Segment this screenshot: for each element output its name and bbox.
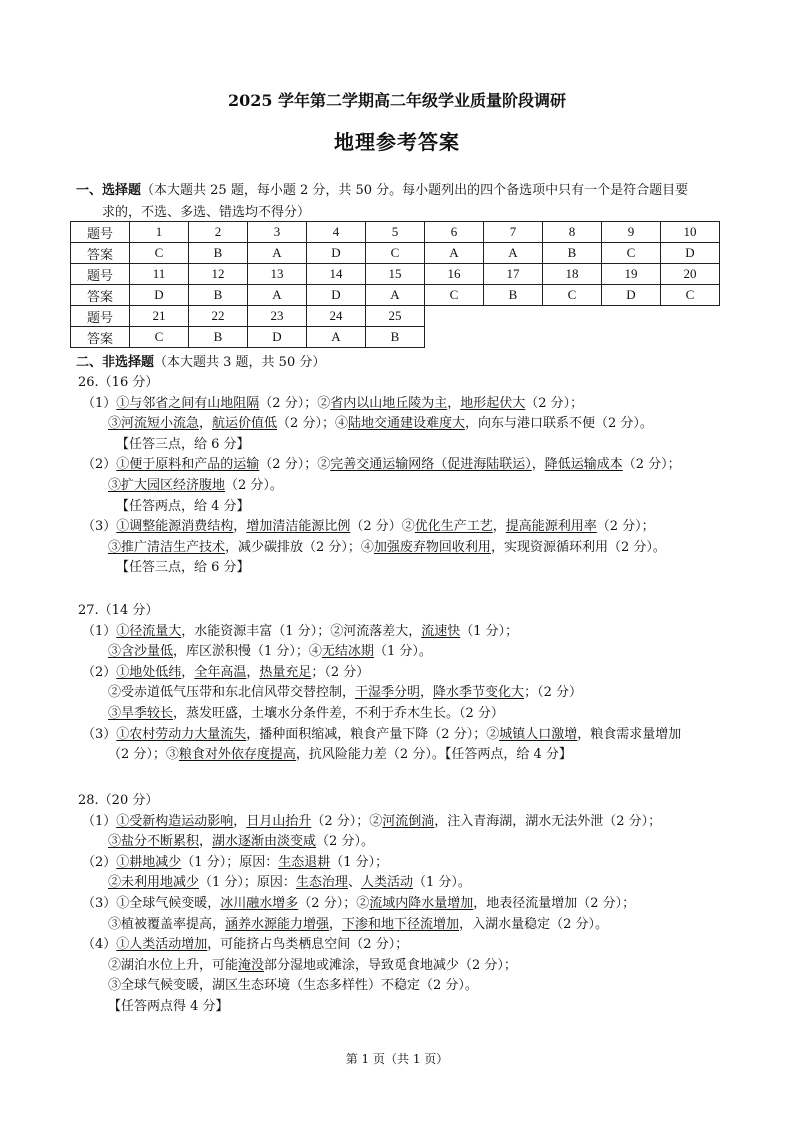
table-cell-empty	[425, 327, 484, 348]
table-row-label: 题号	[71, 264, 130, 285]
table-cell-number: 16	[425, 264, 484, 285]
q26-part2-line2: ③扩大园区经济腹地（2 分）。	[108, 477, 283, 493]
table-cell-empty	[425, 306, 484, 327]
section-nonchoice-desc: （本大题共 3 题，共 50 分）	[154, 355, 326, 370]
q26-part3-note: 【任答三点，给 6 分】	[116, 560, 250, 576]
table-cell-answer: C	[366, 243, 425, 264]
section-choice-desc: （本大题共 25 题，每小题 2 分，共 50 分。每小题列出的四个备选项中只有一个是符合题目要	[141, 183, 689, 198]
q27-part2-line3: ③旱季较长，蒸发旺盛，土壤水分条件差，不利于乔木生长。（2 分）	[108, 705, 504, 721]
table-cell-number: 15	[366, 264, 425, 285]
table-cell-number: 14	[307, 264, 366, 285]
q28-part2-line2: ②未利用地减少（1 分）；原因：生态治理、人类活动（1 分）。	[108, 875, 471, 891]
table-row-numbers	[71, 222, 720, 243]
table-cell-number: 2	[189, 222, 248, 243]
question-28	[78, 791, 758, 1018]
q26-part3-line1: （3）①调整能源消费结构，增加清洁能源比例（2 分）②优化生产工艺，提高能源利用率（2 分）；	[82, 519, 655, 535]
table-cell-answer: D	[248, 327, 307, 348]
table-cell-number: 20	[661, 264, 720, 285]
table-cell-number: 17	[484, 264, 543, 285]
q28-part3-line1: （3）①全球气候变暖，冰川融水增多（2 分）；②流域内降水量增加，地表径流量增加（2 分）；	[82, 895, 636, 911]
table-cell-number: 1	[130, 222, 189, 243]
table-cell-number: 11	[130, 264, 189, 285]
table-cell-number: 5	[366, 222, 425, 243]
q26-part3-line2: ③推广清洁生产技术，减少碳排放（2 分）；④加强废弃物回收利用，实现资源循环利用（2 分）。	[108, 539, 666, 555]
table-row-label: 题号	[71, 222, 130, 243]
table-cell-number: 12	[189, 264, 248, 285]
table-row-label: 答案	[71, 327, 130, 348]
table-cell-number: 22	[189, 306, 248, 327]
q28-part3-line2: ③植被覆盖率提高，涵养水源能力增强，下渗和地下径流增加，入湖水量稳定（2 分）。	[108, 916, 608, 932]
table-cell-answer: C	[130, 243, 189, 264]
table-cell-answer: A	[484, 243, 543, 264]
table-cell-answer: A	[248, 243, 307, 264]
table-cell-answer: B	[189, 285, 248, 306]
table-cell-answer: B	[189, 243, 248, 264]
page-title: 2025 学年第二学期高二年级学业质量阶段调研	[227, 91, 567, 110]
section-choice-label: 一、选择题	[76, 183, 142, 198]
table-cell-empty	[661, 327, 720, 348]
table-cell-answer: D	[661, 243, 720, 264]
table-cell-number: 3	[248, 222, 307, 243]
table-cell-answer: D	[130, 285, 189, 306]
table-cell-number: 9	[602, 222, 661, 243]
table-cell-number: 10	[661, 222, 720, 243]
q28-part2-line1: （2）①耕地减少（1 分）；原因：生态退耕（1 分）；	[82, 854, 389, 870]
table-cell-number: 4	[307, 222, 366, 243]
q28-head: 28.（20 分）	[78, 793, 159, 808]
table-cell-answer: D	[602, 285, 661, 306]
table-cell-answer: B	[543, 243, 602, 264]
q27-part1-line2: ③含沙量低，库区淤积慢（1 分）；④无结冰期（1 分）。	[108, 644, 432, 660]
table-cell-empty	[602, 306, 661, 327]
answer-table	[70, 221, 720, 348]
table-cell-number: 25	[366, 306, 425, 327]
table-cell-answer: A	[248, 285, 307, 306]
table-row-label: 答案	[71, 285, 130, 306]
section-nonchoice-header	[76, 353, 325, 373]
table-row-label: 题号	[71, 306, 130, 327]
table-cell-number: 8	[543, 222, 602, 243]
q26-part2-line1: （2）①便于原料和产品的运输（2 分）；②完善交通运输网络（促进海陆联运），降低运输成本（2 分）；	[82, 457, 681, 473]
table-cell-answer: B	[189, 327, 248, 348]
table-cell-empty	[543, 327, 602, 348]
table-row-label: 答案	[71, 243, 130, 264]
table-cell-number: 23	[248, 306, 307, 327]
q28-part4-line1: （4）①人类活动增加，可能挤占鸟类栖息空间（2 分）；	[82, 937, 409, 953]
q27-part1-line1: （1）①径流量大，水能资源丰富（1 分）；②河流落差大，流速快（1 分）；	[82, 623, 519, 639]
table-cell-answer: C	[543, 285, 602, 306]
q26-part1-line2: ③河流短小流急，航运价值低（2 分）；④陆地交通建设难度大，向东与港口联系不便（2 分）。	[108, 416, 653, 432]
table-cell-empty	[661, 306, 720, 327]
q26-part1-note: 【任答三点，给 6 分】	[116, 436, 250, 452]
table-cell-answer: A	[425, 243, 484, 264]
q26-part1-line1: （1）①与邻省之间有山地阻隔（2 分）；②省内以山地丘陵为主，地形起伏大（2 分）；	[82, 395, 584, 411]
table-cell-number: 13	[248, 264, 307, 285]
q26-head: 26.（16 分）	[78, 375, 159, 390]
table-cell-empty	[602, 327, 661, 348]
table-row-answers	[71, 243, 720, 264]
section-choice-desc-2: 求的，不选、多选、错选均不得分）	[102, 205, 311, 220]
question-27	[78, 601, 758, 766]
table-cell-answer: A	[307, 327, 366, 348]
table-cell-answer: D	[307, 285, 366, 306]
q27-head: 27.（14 分）	[78, 603, 159, 618]
table-cell-answer: C	[602, 243, 661, 264]
table-cell-answer: A	[366, 285, 425, 306]
table-cell-empty	[543, 306, 602, 327]
table-cell-answer: D	[307, 243, 366, 264]
table-cell-number: 19	[602, 264, 661, 285]
table-cell-number: 7	[484, 222, 543, 243]
table-cell-number: 18	[543, 264, 602, 285]
question-26	[78, 373, 758, 579]
q27-part3-line1: （3）①农村劳动力大量流失，播种面积缩减，粮食产量下降（2 分）；②城镇人口激增，粮食需求量增加	[82, 726, 682, 742]
section-choice-header	[76, 180, 736, 224]
table-cell-answer: C	[130, 327, 189, 348]
table-cell-number: 21	[130, 306, 189, 327]
q27-part2-line1: （2）①地处低纬，全年高温，热量充足；（2 分）	[82, 664, 370, 680]
table-cell-answer: C	[425, 285, 484, 306]
table-cell-empty	[484, 327, 543, 348]
q27-part3-line2: （2 分）；③粮食对外依存度提高，抗风险能力差（2 分）。【任答两点，给 4 分】	[108, 747, 572, 763]
table-cell-number: 6	[425, 222, 484, 243]
table-cell-answer: C	[661, 285, 720, 306]
table-row-answers	[71, 285, 720, 306]
table-cell-number: 24	[307, 306, 366, 327]
q28-part4-line2: ②湖泊水位上升，可能淹没部分湿地或滩涂，导致觅食地减少（2 分）；	[108, 957, 517, 973]
q28-part4-line3: ③全球气候变暖，湖区生态环境（生态多样性）不稳定（2 分）。	[108, 978, 478, 994]
table-row-numbers	[71, 306, 720, 327]
q28-part4-note: 【任答两点得 4 分】	[108, 998, 229, 1014]
q26-part2-note: 【任答两点，给 4 分】	[116, 498, 250, 514]
table-row-answers	[71, 327, 720, 348]
page-footer: 第 1 页（共 1 页）	[345, 1052, 449, 1066]
q28-part1-line2: ③盐分不断累积，湖水逐渐由淡变咸（2 分）。	[108, 834, 374, 850]
section-nonchoice-label: 二、非选择题	[76, 355, 155, 370]
table-cell-empty	[484, 306, 543, 327]
table-cell-answer: B	[484, 285, 543, 306]
table-row-numbers	[71, 264, 720, 285]
q28-part1-line1: （1）①受新构造运动影响，日月山抬升（2 分）；②河流倒淌，注入青海湖，湖水无法外泄（2 分）；	[82, 813, 662, 829]
page-subtitle: 地理参考答案	[334, 130, 460, 154]
q27-part2-line2: ②受赤道低气压带和东北信风带交替控制，干湿季分明，降水季节变化大；（2 分）	[108, 685, 582, 701]
table-cell-answer: B	[366, 327, 425, 348]
